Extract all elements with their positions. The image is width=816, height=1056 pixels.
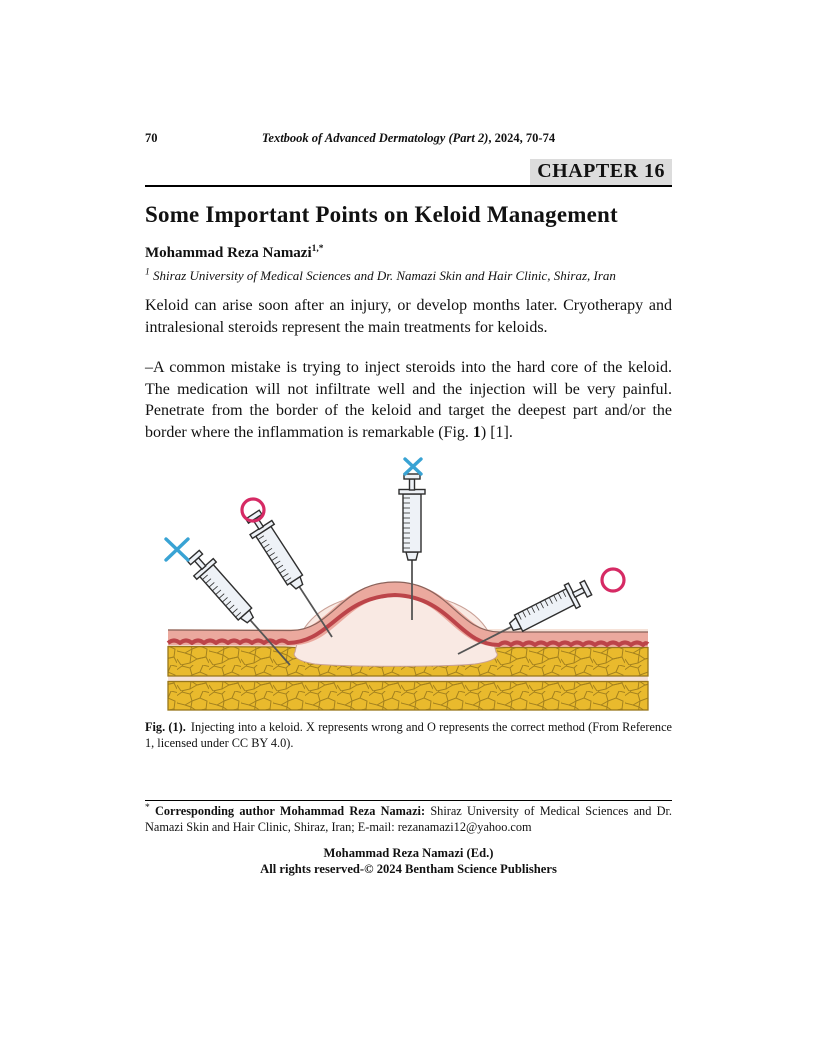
running-title: Textbook of Advanced Dermatology (Part 2)	[261, 131, 489, 145]
header-rule	[145, 185, 672, 187]
affiliation-line	[145, 268, 672, 284]
book-footer	[145, 845, 672, 877]
footnote-rule	[145, 800, 672, 801]
author-marker: 1,*	[311, 244, 324, 254]
footnote-block	[145, 800, 672, 835]
chapter-row	[145, 159, 672, 185]
page-number: 70	[145, 131, 158, 145]
footer-copyright-line: All rights reserved-© 2024 Bentham Science Publishers	[260, 862, 557, 876]
running-head	[145, 131, 672, 146]
footer-editor-line: Mohammad Reza Namazi (Ed.)	[323, 846, 494, 860]
correct-o-mark-right	[602, 569, 624, 591]
figure-caption	[145, 720, 672, 751]
chapter-label: CHAPTER 16	[530, 159, 672, 185]
author-name: Mohammad Reza Namazi	[145, 245, 312, 261]
subcutaneous-fat-lower	[168, 682, 648, 711]
footnote-text: Shiraz University of Medical Sciences and Dr. Namazi Skin and Hair Clinic, Shiraz, Iran; E-mail: rezanamazi12@yahoo.com	[145, 804, 673, 834]
paragraph-1: Keloid can arise soon after an injury, or develop months later. Cryotherapy and intralesional steroids represent the main treatments for keloids.	[145, 297, 672, 336]
wrong-x-mark-left	[166, 539, 188, 560]
figure-caption-label: Fig. (1).	[145, 720, 186, 734]
chapter-title: Some Important Points on Keloid Management	[145, 202, 618, 227]
paragraph-2-text: –A common mistake is trying to inject steroids into the hard core of the keloid. The medication will not infiltrate well and the injection will be very painful. Penetrate from the border of the keloid and target the deepest part and/or the border where the inflammation is remarkable (Fig.	[145, 359, 672, 441]
keloid-injection-figure	[145, 457, 672, 751]
affiliation-marker: 1	[145, 267, 150, 278]
corresponding-author-footnote	[145, 804, 672, 835]
author-line	[145, 245, 672, 262]
paragraph-2	[145, 357, 672, 443]
keloid-diagram	[145, 457, 672, 712]
wrong-x-mark-top	[405, 459, 421, 474]
running-title-suffix: , 2024, 70-74	[488, 131, 556, 145]
paragraph-2-end: ) [1].	[480, 423, 513, 441]
figure-block	[145, 457, 672, 751]
footnote-marker: *	[145, 802, 150, 813]
figure-caption-text: Injecting into a keloid. X represents wrong and O represents the correct method (From Reference 1, licensed under CC BY 4.0).	[145, 720, 672, 750]
figure-reference-number: 1	[472, 423, 481, 441]
affiliation-text: Shiraz University of Medical Sciences and Dr. Namazi Skin and Hair Clinic, Shiraz, Iran	[149, 268, 616, 283]
footnote-bold-text: Corresponding author Mohammad Reza Namazi:	[149, 804, 426, 818]
